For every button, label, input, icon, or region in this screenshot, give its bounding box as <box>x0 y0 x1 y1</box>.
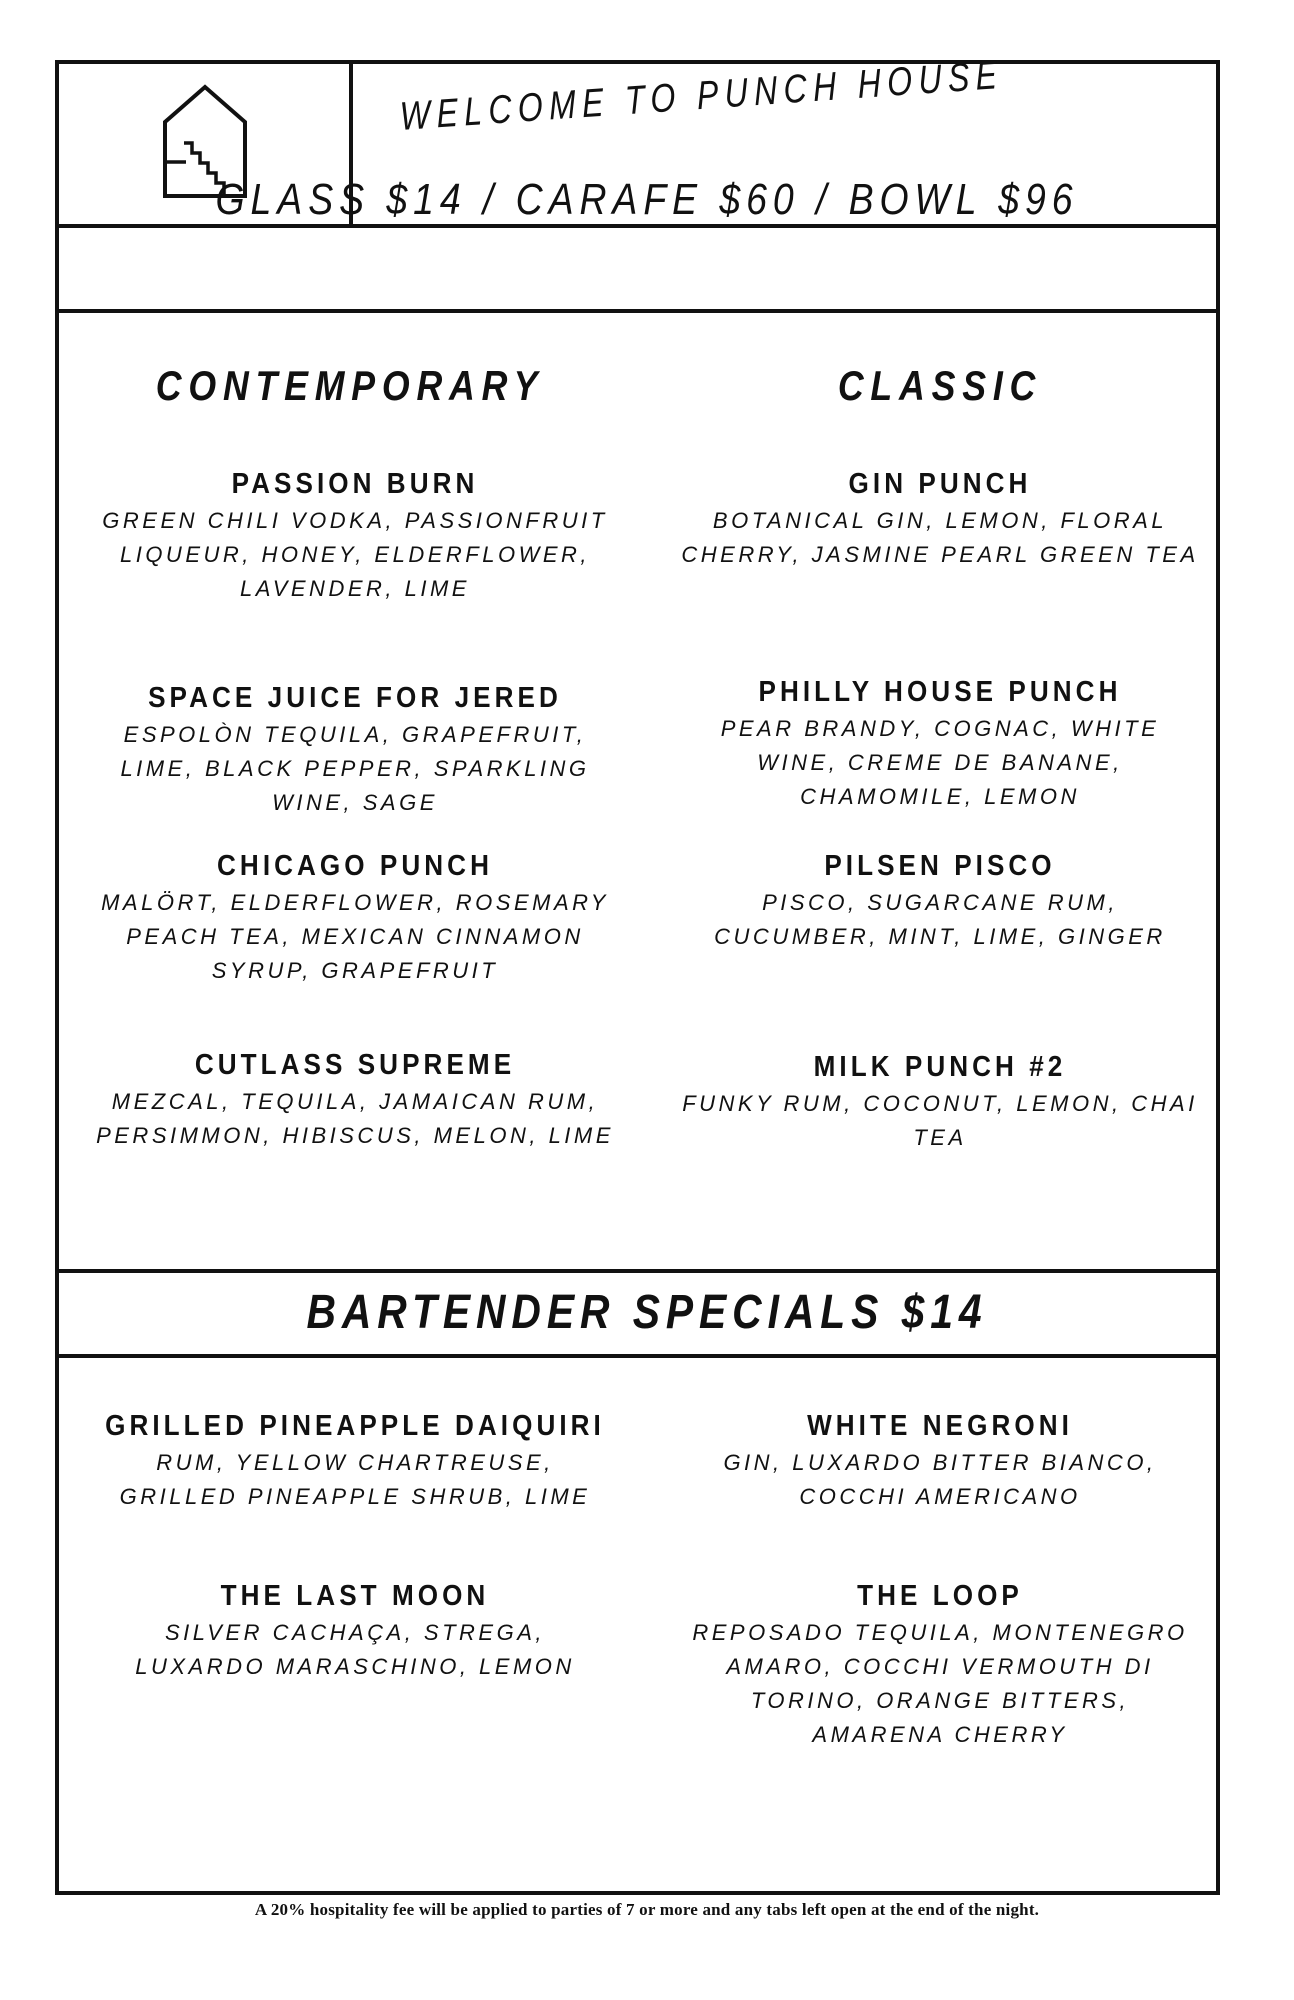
item-name: GRILLED PINEAPPLE DAIQUIRI <box>105 1410 605 1442</box>
menu-item <box>75 680 635 820</box>
menu-item <box>75 848 635 988</box>
specials-divider-top <box>59 1269 1216 1273</box>
menu-item <box>75 1047 635 1153</box>
welcome-title: WELCOME TO PUNCH HOUSE <box>398 52 1005 139</box>
menu-item <box>660 466 1220 572</box>
item-description: ESPOLÒN TEQUILA, GRAPEFRUIT, LIME, BLACK PEPPER, SPARKLING WINE, SAGE <box>120 722 590 815</box>
special-item <box>660 1408 1220 1514</box>
item-description: GIN, LUXARDO BITTER BIANCO, COCCHI AMERICANO <box>723 1450 1157 1509</box>
item-description: GREEN CHILI VODKA, PASSIONFRUIT LIQUEUR, HONEY, ELDERFLOWER, LAVENDER, LIME <box>102 508 608 601</box>
prices-divider-bottom <box>59 309 1216 313</box>
specials-divider-bottom <box>59 1354 1216 1358</box>
item-name: WHITE NEGRONI <box>807 1410 1073 1442</box>
item-description: MEZCAL, TEQUILA, JAMAICAN RUM, PERSIMMON, HIBISCUS, MELON, LIME <box>96 1089 614 1148</box>
item-description: REPOSADO TEQUILA, MONTENEGRO AMARO, COCCHI VERMOUTH DI TORINO, ORANGE BITTERS, AMARENA CHERRY <box>692 1620 1188 1747</box>
menu-item <box>660 848 1220 954</box>
specials-heading: BARTENDER SPECIALS $14 <box>306 1286 988 1339</box>
item-description: PEAR BRANDY, COGNAC, WHITE WINE, CREME DE BANANE, CHAMOMILE, LEMON <box>720 716 1160 809</box>
item-name: THE LOOP <box>857 1580 1023 1612</box>
contemporary-heading: CONTEMPORARY <box>155 362 545 409</box>
item-description: PISCO, SUGARCANE RUM, CUCUMBER, MINT, LIME, GINGER <box>714 890 1166 949</box>
item-name: CHICAGO PUNCH <box>217 850 493 882</box>
special-item <box>75 1578 635 1684</box>
item-name: CUTLASS SUPREME <box>194 1049 516 1081</box>
item-description: BOTANICAL GIN, LEMON, FLORAL CHERRY, JASMINE PEARL GREEN TEA <box>681 508 1199 567</box>
item-description: FUNKY RUM, COCONUT, LEMON, CHAI TEA <box>682 1091 1198 1150</box>
item-name: PASSION BURN <box>231 468 479 500</box>
item-description: RUM, YELLOW CHARTREUSE, GRILLED PINEAPPLE SHRUB, LIME <box>119 1450 591 1509</box>
item-name: SPACE JUICE FOR JERED <box>148 682 562 714</box>
item-name: THE LAST MOON <box>220 1580 490 1612</box>
item-description: MALÖRT, ELDERFLOWER, ROSEMARY PEACH TEA, MEXICAN CINNAMON SYRUP, GRAPEFRUIT <box>101 890 609 983</box>
item-description: SILVER CACHAÇA, STREGA, LUXARDO MARASCHINO, LEMON <box>135 1620 575 1679</box>
item-name: GIN PUNCH <box>848 468 1032 500</box>
special-item <box>75 1408 635 1514</box>
item-name: PILSEN PISCO <box>824 850 1056 882</box>
price-line: GLASS $14 / CARAFE $60 / BOWL $96 <box>215 175 1079 224</box>
item-name: MILK PUNCH #2 <box>813 1051 1067 1083</box>
hospitality-fee-note: A 20% hospitality fee will be applied to parties of 7 or more and any tabs left open at the end of the night. <box>254 1900 1040 1919</box>
item-name: PHILLY HOUSE PUNCH <box>758 676 1122 708</box>
classic-heading: CLASSIC <box>837 362 1043 409</box>
menu-item <box>75 466 635 606</box>
menu-item <box>660 674 1220 814</box>
special-item <box>660 1578 1220 1752</box>
menu-item <box>660 1049 1220 1155</box>
